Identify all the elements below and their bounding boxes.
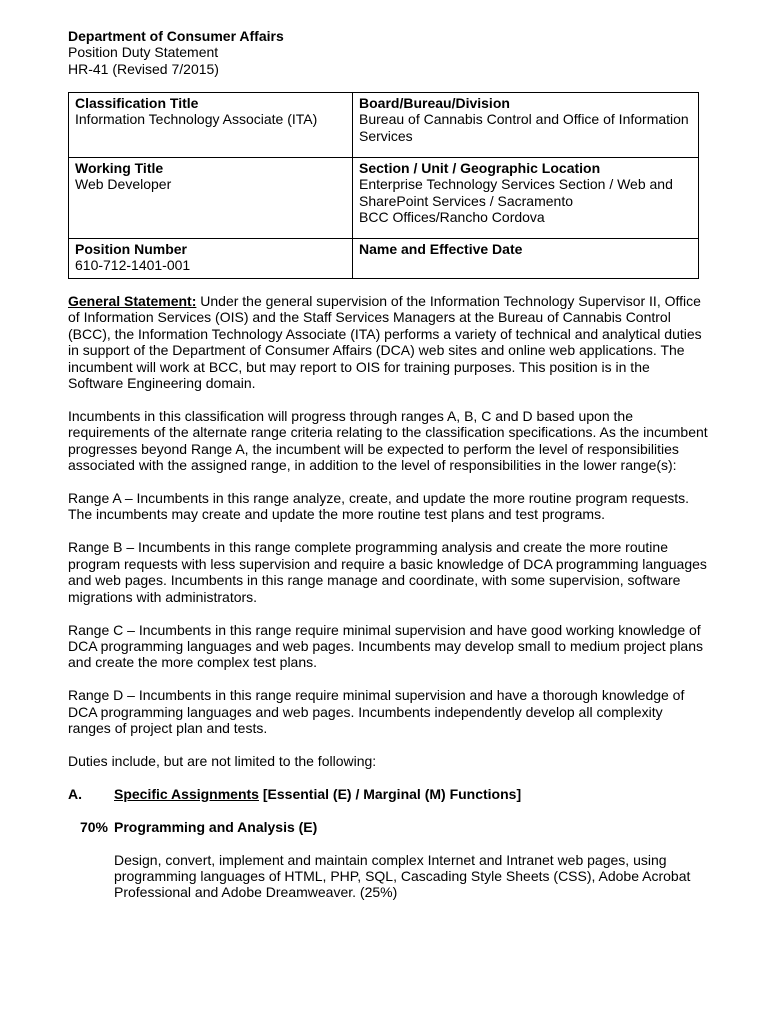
board-value: Bureau of Cannabis Control and Office of Information Services [359,111,689,144]
position-info-table [68,92,699,279]
classification-title-label: Classification Title [75,95,199,111]
duty-description: Design, convert, implement and maintain complex Internet and Intranet web pages, using programming languages of HTML, PHP, SQL, Cascading Style Sheets (CSS), Adobe Acrobat Professional and Adobe Dreamweaver. (25%) [114,851,691,901]
duty-heading [68,819,708,835]
section-label: Section / Unit / Geographic Location [359,160,601,176]
position-number-label: Position Number [75,241,188,257]
section-cell [353,158,699,239]
ranges-intro: Incumbents in this classification will progress through ranges A, B, C and D based upon the requirements of the alternate range criteria relating to the classification specifications. As the incumbent progresses beyond Range A, the incumbent will be expected to perform the level of responsibilities associated with the assigned range, in addition to the level of responsibilities in the lower range(s): [68,407,708,474]
department-name: Department of Consumer Affairs [68,28,284,44]
board-label: Board/Bureau/Division [359,95,510,111]
classification-title-cell [69,93,353,158]
general-statement [68,293,708,391]
general-statement-label: General Statement: [68,293,197,309]
position-number-value: 610-712-1401-001 [75,257,191,274]
name-date-label: Name and Effective Date [359,241,523,257]
document-body [68,293,708,917]
section-a-letter: A. [68,785,82,802]
document-header [68,28,284,77]
section-a-heading [68,786,708,802]
range-b: Range B – Incumbents in this range complete programming analysis and create the more routine program requests with less supervision and require a basic knowledge of DCA programming languages and web pages. Incumbents in this range manage and coordinate, with some supervision, software migrations with administrators. [68,539,707,605]
form-id: HR-41 (Revised 7/2015) [68,60,219,77]
section-a-suffix: [Essential (E) / Marginal (M) Functions] [258,785,522,802]
duties-intro: Duties include, but are not limited to the following: [68,752,377,769]
range-d: Range D – Incumbents in this range require minimal supervision and have a thorough knowledge of DCA programming languages and web pages. Incumbents independently develop all complexity ranges of project plan and tests. [68,687,685,737]
general-statement-text: Under the general supervision of the Information Technology Supervisor II, Office of Information Services (OIS) and the Staff Services Managers at the Bureau of Cannabis Control (BCC), the Information Technology Associate (ITA) performs a variety of technical and analytical duties in support of the Department of Consumer Affairs (DCA) web sites and online web applications. The incumbent will work at BCC, but may report to OIS for training purposes. This position is in the Software Engineering domain. [68,293,702,392]
board-cell [353,93,699,158]
working-title-cell [69,158,353,239]
section-value-line2: SharePoint Services / Sacramento [359,192,573,209]
document-title: Position Duty Statement [68,44,219,61]
working-title-value: Web Developer [75,176,172,193]
working-title-label: Working Title [75,160,164,176]
section-a-title: Specific Assignments [114,785,259,802]
name-date-cell [353,239,699,279]
section-value-line1: Enterprise Technology Services Section / Web and [359,176,673,193]
position-number-cell [69,239,353,279]
duty-percentage: 70% [79,818,108,835]
range-a: Range A – Incumbents in this range analyze, create, and update the more routine program requests. The incumbents may create and update the more routine test plans and test programs. [68,490,690,523]
classification-title-value: Information Technology Associate (ITA) [75,111,318,128]
section-value-line3: BCC Offices/Rancho Cordova [359,209,545,226]
range-c: Range C – Incumbents in this range require minimal supervision and have good working knowledge of DCA programming languages and web pages. Incumbents may develop small to medium project plans and create the more complex test plans. [68,621,704,671]
duty-title: Programming and Analysis (E) [114,818,318,835]
